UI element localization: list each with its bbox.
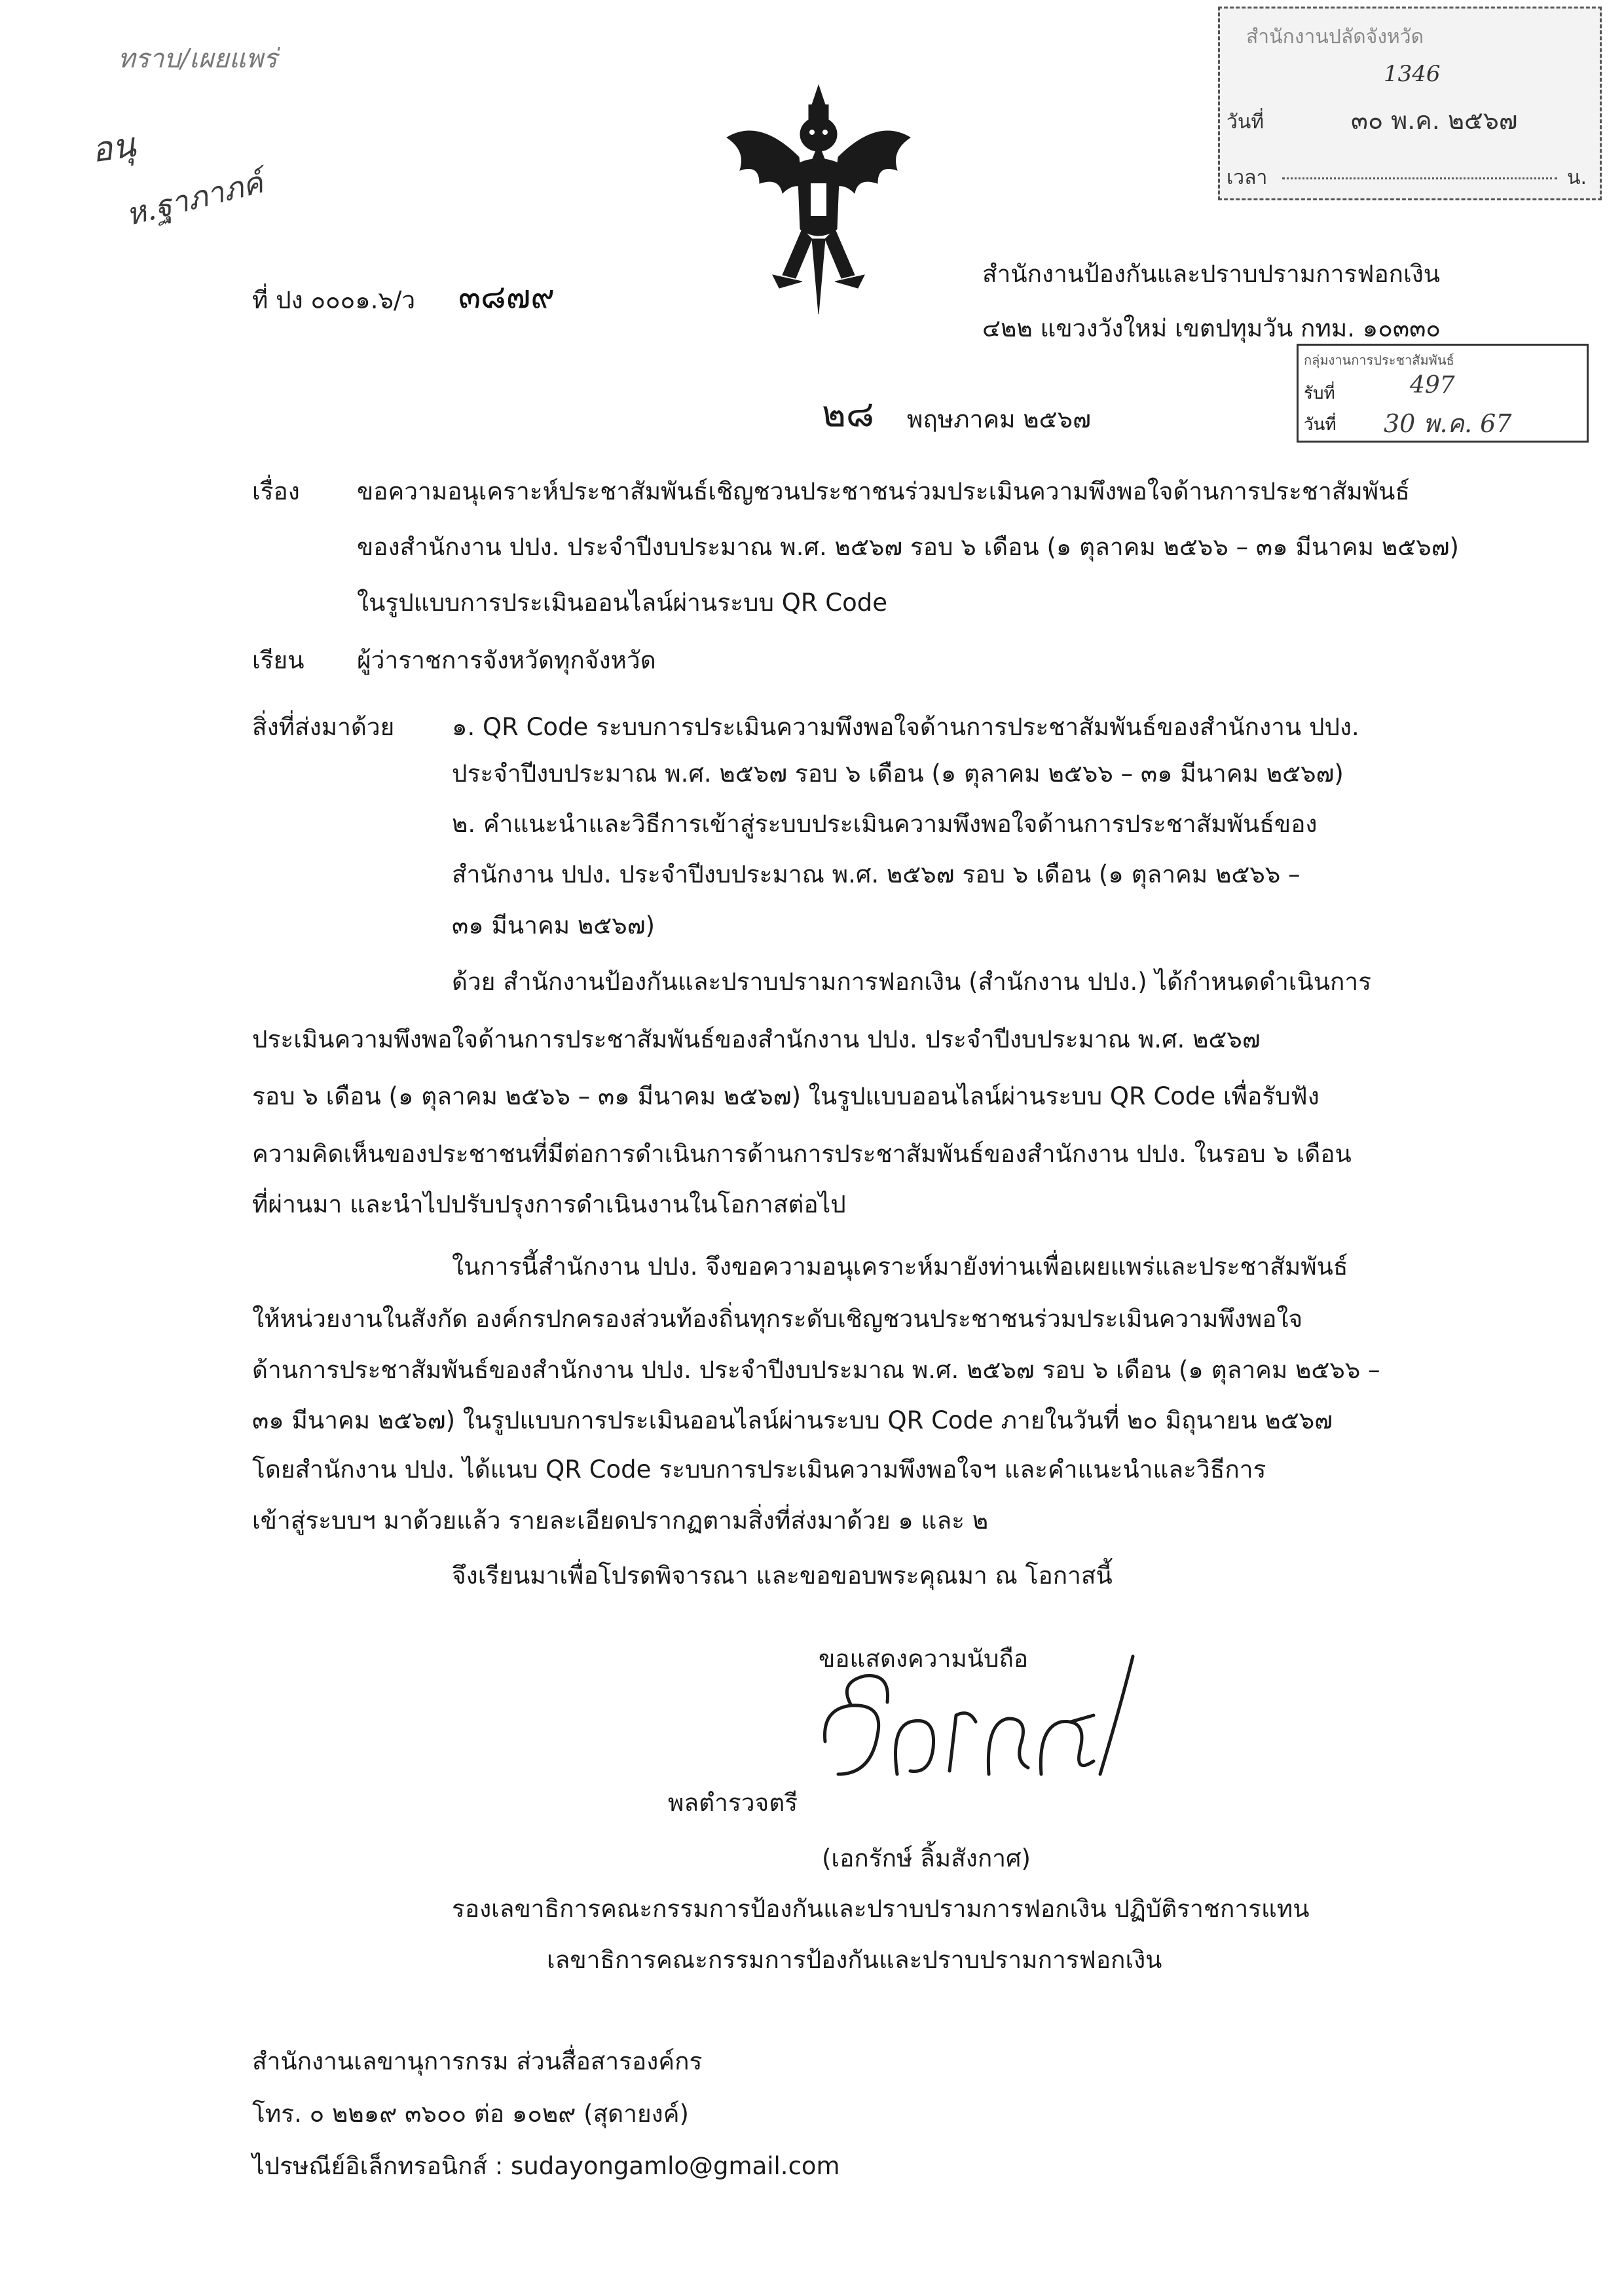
contact-email: ไปรษณีย์อิเล็กทรอนิกส์ : sudayongamlo@gmail.com <box>252 2152 840 2180</box>
receipt-stamp-top <box>1218 7 1602 200</box>
para1-line-2: ประเมินความพึงพอใจด้านการประชาสัมพันธ์ของสำนักงาน ปปง. ประจำปีงบประมาณ พ.ศ. ๒๕๖๗ <box>252 1025 1261 1053</box>
date-day: ๒๘ <box>822 393 875 435</box>
para2-line-6: เข้าสู่ระบบฯ มาด้วยแล้ว รายละเอียดปรากฏตามสิ่งที่ส่งมาด้วย ๑ และ ๒ <box>252 1506 989 1535</box>
para2-line-3: ด้านการประชาสัมพันธ์ของสำนักงาน ปปง. ประจำปีงบประมาณ พ.ศ. ๒๕๖๗ รอบ ๖ เดือน (๑ ตุลาคม ๒๕๖๖ – <box>252 1356 1380 1384</box>
stamp-date-label: วันที่ <box>1227 111 1264 134</box>
stamp2-date-label: วันที่ <box>1304 415 1337 435</box>
recipient-label: เรียน <box>252 646 304 674</box>
recipient-value: ผู้ว่าราชการจังหวัดทุกจังหวัด <box>357 646 656 674</box>
stamp-number: 1346 <box>1384 61 1441 87</box>
signer-name: (เอกรักษ์ ลิ้มสังกาศ) <box>822 1844 1031 1872</box>
handwritten-note-2: อนุ <box>89 125 138 171</box>
enclosure-line-3: ๒. คำแนะนำและวิธีการเข้าสู่ระบบประเมินความพึงพอใจด้านการประชาสัมพันธ์ของ <box>452 810 1318 838</box>
stamp-agency: สำนักงานปลัดจังหวัด <box>1246 26 1424 48</box>
date-month-year: พฤษภาคม ๒๕๖๗ <box>907 405 1091 433</box>
sender-address: ๔๒๒ แขวงวังใหม่ เขตปทุมวัน กทม. ๑๐๓๓๐ <box>982 314 1441 342</box>
enclosure-line-5: ๓๑ มีนาคม ๒๕๖๗) <box>452 911 655 939</box>
garuda-emblem <box>720 79 917 321</box>
subject-line-1: ขอความอนุเคราะห์ประชาสัมพันธ์เชิญชวนประชาชนร่วมประเมินความพึงพอใจด้านการประชาสัมพันธ์ <box>357 477 1411 505</box>
doc-number-prefix: ที่ ปง ๐๐๐๑.๖/ว <box>252 286 416 314</box>
para1-line-3: รอบ ๖ เดือน (๑ ตุลาคม ๒๕๖๖ – ๓๑ มีนาคม ๒๕๖๗) ในรูปแบบออนไลน์ผ่านระบบ QR Code เพื่อรับฟัง <box>252 1082 1320 1110</box>
stamp-time-suffix: น. <box>1567 166 1587 189</box>
closing-request: จึงเรียนมาเพื่อโปรดพิจารณา และขอขอบพระคุณมา ณ โอกาสนี้ <box>452 1561 1113 1590</box>
contact-phone: โทร. ๐ ๒๒๑๙ ๓๖๐๐ ต่อ ๑๐๒๙ (สุดายงค์) <box>252 2100 689 2128</box>
para1-line-1: ด้วย สำนักงานป้องกันและปราบปรามการฟอกเงิน (สำนักงาน ปปง.) ได้กำหนดดำเนินการ <box>452 968 1372 996</box>
para1-line-5: ที่ผ่านมา และนำไปปรับปรุงการดำเนินงานในโอกาสต่อไป <box>252 1190 846 1218</box>
stamp2-number: 497 <box>1410 372 1455 399</box>
para2-line-4: ๓๑ มีนาคม ๒๕๖๗) ในรูปแบบการประเมินออนไลน์ผ่านระบบ QR Code ภายในวันที่ ๒๐ มิถุนายน ๒๕๖๗ <box>252 1406 1333 1434</box>
contact-office: สำนักงานเลขานุการกรม ส่วนสื่อสารองค์กร <box>252 2047 703 2075</box>
signer-position-2: เลขาธิการคณะกรรมการป้องกันและปราบปรามการฟอกเงิน <box>547 1946 1162 1974</box>
stamp-time-dots <box>1282 177 1557 179</box>
enclosures-label: สิ่งที่ส่งมาด้วย <box>252 713 395 741</box>
para2-line-2: ให้หน่วยงานในสังกัด องค์กรปกครองส่วนท้องถิ่นทุกระดับเชิญชวนประชาชนร่วมประเมินความพึงพอใจ <box>252 1305 1303 1333</box>
closing: ขอแสดงความนับถือ <box>819 1645 1029 1673</box>
stamp2-header: กลุ่มงานการประชาสัมพันธ์ <box>1304 352 1454 368</box>
subject-line-3: ในรูปแบบการประเมินออนไลน์ผ่านระบบ QR Code <box>357 589 888 617</box>
enclosure-line-1: ๑. QR Code ระบบการประเมินความพึงพอใจด้านการประชาสัมพันธ์ของสำนักงาน ปปง. <box>452 713 1359 741</box>
para2-line-1: ในการนี้สำนักงาน ปปง. จึงขอความอนุเคราะห์มายังท่านเพื่อเผยแพร่และประชาสัมพันธ์ <box>452 1252 1348 1281</box>
handwritten-note-1: ทราบ/เผยแพร่ <box>118 44 278 74</box>
signature-image <box>812 1643 1153 1807</box>
subject-label: เรื่อง <box>252 477 300 505</box>
para1-line-4: ความคิดเห็นของประชาชนที่มีต่อการดำเนินการด้านการประชาสัมพันธ์ของสำนักงาน ปปง. ในรอบ ๖ เดือน <box>252 1140 1352 1168</box>
receipt-stamp-second <box>1297 344 1589 443</box>
para2-line-5: โดยสำนักงาน ปปง. ได้แนบ QR Code ระบบการประเมินความพึงพอใจฯ และคำแนะนำและวิธีการ <box>252 1455 1266 1484</box>
stamp-date: ๓๐ พ.ค. ๒๕๖๗ <box>1351 106 1518 135</box>
signer-rank: พลตำรวจตรี <box>668 1789 798 1817</box>
signer-position-1: รองเลขาธิการคณะกรรมการป้องกันและปราบปรามการฟอกเงิน ปฏิบัติราชการแทน <box>452 1895 1310 1923</box>
doc-number-handwritten: ๓๘๗๙ <box>458 278 555 316</box>
sender-agency: สำนักงานป้องกันและปราบปรามการฟอกเงิน <box>982 260 1441 288</box>
handwritten-note-3: ห.ฐาภาภค์ <box>122 164 267 233</box>
stamp2-date: 30 พ.ค. 67 <box>1384 409 1512 438</box>
subject-line-2: ของสำนักงาน ปปง. ประจำปีงบประมาณ พ.ศ. ๒๕๖๗ รอบ ๖ เดือน (๑ ตุลาคม ๒๕๖๖ – ๓๑ มีนาคม ๒๕๖๗) <box>357 533 1459 561</box>
enclosure-line-2: ประจำปีงบประมาณ พ.ศ. ๒๕๖๗ รอบ ๖ เดือน (๑ ตุลาคม ๒๕๖๖ – ๓๑ มีนาคม ๒๕๖๗) <box>452 759 1344 788</box>
enclosure-line-4: สำนักงาน ปปง. ประจำปีงบประมาณ พ.ศ. ๒๕๖๗ รอบ ๖ เดือน (๑ ตุลาคม ๒๕๖๖ – <box>452 860 1301 888</box>
stamp-time-label: เวลา <box>1227 166 1268 189</box>
stamp2-number-label: รับที่ <box>1304 384 1335 403</box>
